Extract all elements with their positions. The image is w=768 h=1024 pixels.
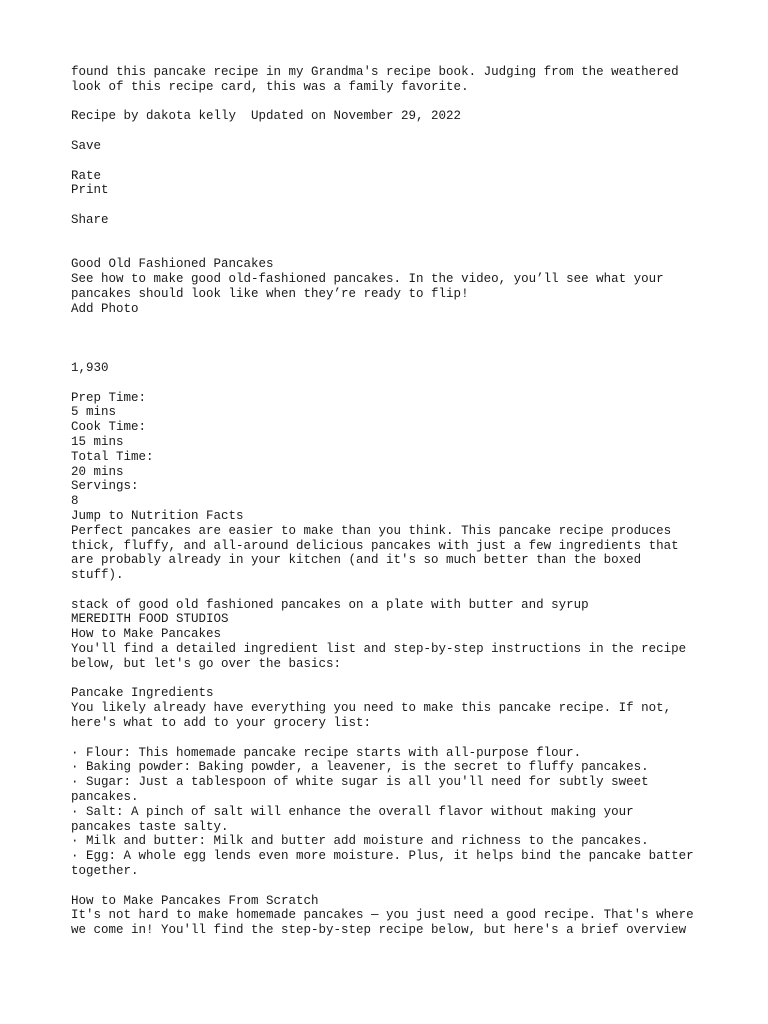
ingredient-item: pancakes.	[71, 790, 139, 805]
save-button[interactable]: Save	[71, 138, 102, 153]
video-title: Good Old Fashioned Pancakes	[71, 257, 274, 272]
jump-to-nutrition-link[interactable]: Jump to Nutrition Facts	[71, 508, 244, 523]
summary-line: stuff).	[71, 568, 124, 583]
video-description-line: See how to make good old-fashioned pancakes. In the video, you’ll see what your	[71, 272, 664, 287]
video-description-line: pancakes should look like when they’re ready to flip!	[71, 286, 469, 301]
cook-time-value: 15 mins	[71, 434, 124, 449]
total-time-label: Total Time:	[71, 449, 154, 464]
share-button[interactable]: Share	[71, 212, 109, 227]
ingredient-item: · Salt: A pinch of salt will enhance the overall flavor without making your	[71, 804, 634, 819]
cook-time-label: Cook Time:	[71, 420, 147, 435]
ingredient-item: · Milk and butter: Milk and butter add moisture and richness to the pancakes.	[71, 834, 649, 849]
image-credit: MEREDITH FOOD STUDIOS	[71, 612, 229, 627]
ingredient-item: pancakes taste salty.	[71, 819, 229, 834]
ingredient-item: · Egg: A whole egg lends even more moisture. Plus, it helps bind the pancake batter	[71, 849, 694, 864]
ratings-count: 1,930	[71, 360, 109, 375]
ingredient-item: together.	[71, 864, 139, 879]
ingredient-item: · Sugar: Just a tablespoon of white sugar is all you'll need for subtly sweet	[71, 775, 649, 790]
how-to-heading: How to Make Pancakes	[71, 627, 222, 642]
summary-line: Perfect pancakes are easier to make than you think. This pancake recipe produces	[71, 523, 672, 538]
ingredient-item: · Flour: This homemade pancake recipe starts with all-purpose flour.	[71, 745, 582, 760]
intro-line: look of this recipe card, this was a family favorite.	[71, 79, 469, 94]
byline: Recipe by dakota kelly Updated on November 29, 2022	[71, 109, 462, 124]
servings-value: 8	[71, 494, 79, 509]
prep-time-value: 5 mins	[71, 405, 117, 420]
image-caption: stack of good old fashioned pancakes on a plate with butter and syrup	[71, 597, 589, 612]
how-to-text-line: You'll find a detailed ingredient list and step-by-step instructions in the recipe	[71, 642, 687, 657]
scratch-heading: How to Make Pancakes From Scratch	[71, 893, 319, 908]
servings-label: Servings:	[71, 479, 139, 494]
summary-line: thick, fluffy, and all-around delicious pancakes with just a few ingredients that	[71, 538, 679, 553]
ingredients-heading: Pancake Ingredients	[71, 686, 214, 701]
rate-button[interactable]: Rate	[71, 168, 102, 183]
ingredient-item: · Baking powder: Baking powder, a leavener, is the secret to fluffy pancakes.	[71, 760, 649, 775]
ingredients-intro-line: You likely already have everything you need to make this pancake recipe. If not,	[71, 701, 672, 716]
print-button[interactable]: Print	[71, 183, 109, 198]
intro-line: found this pancake recipe in my Grandma's recipe book. Judging from the weathered	[71, 65, 679, 79]
scratch-text-line: It's not hard to make homemade pancakes — you just need a good recipe. That's where	[71, 908, 694, 923]
prep-time-label: Prep Time:	[71, 390, 147, 405]
recipe-document	[71, 65, 711, 938]
total-time-value: 20 mins	[71, 464, 124, 479]
summary-line: are probably already in your kitchen (and it's so much better than the boxed	[71, 553, 642, 568]
add-photo-link[interactable]: Add Photo	[71, 301, 139, 316]
ingredients-intro-line: here's what to add to your grocery list:	[71, 716, 372, 731]
how-to-text-line: below, but let's go over the basics:	[71, 656, 342, 671]
scratch-text-line: we come in! You'll find the step-by-step recipe below, but here's a brief overview	[71, 923, 687, 938]
